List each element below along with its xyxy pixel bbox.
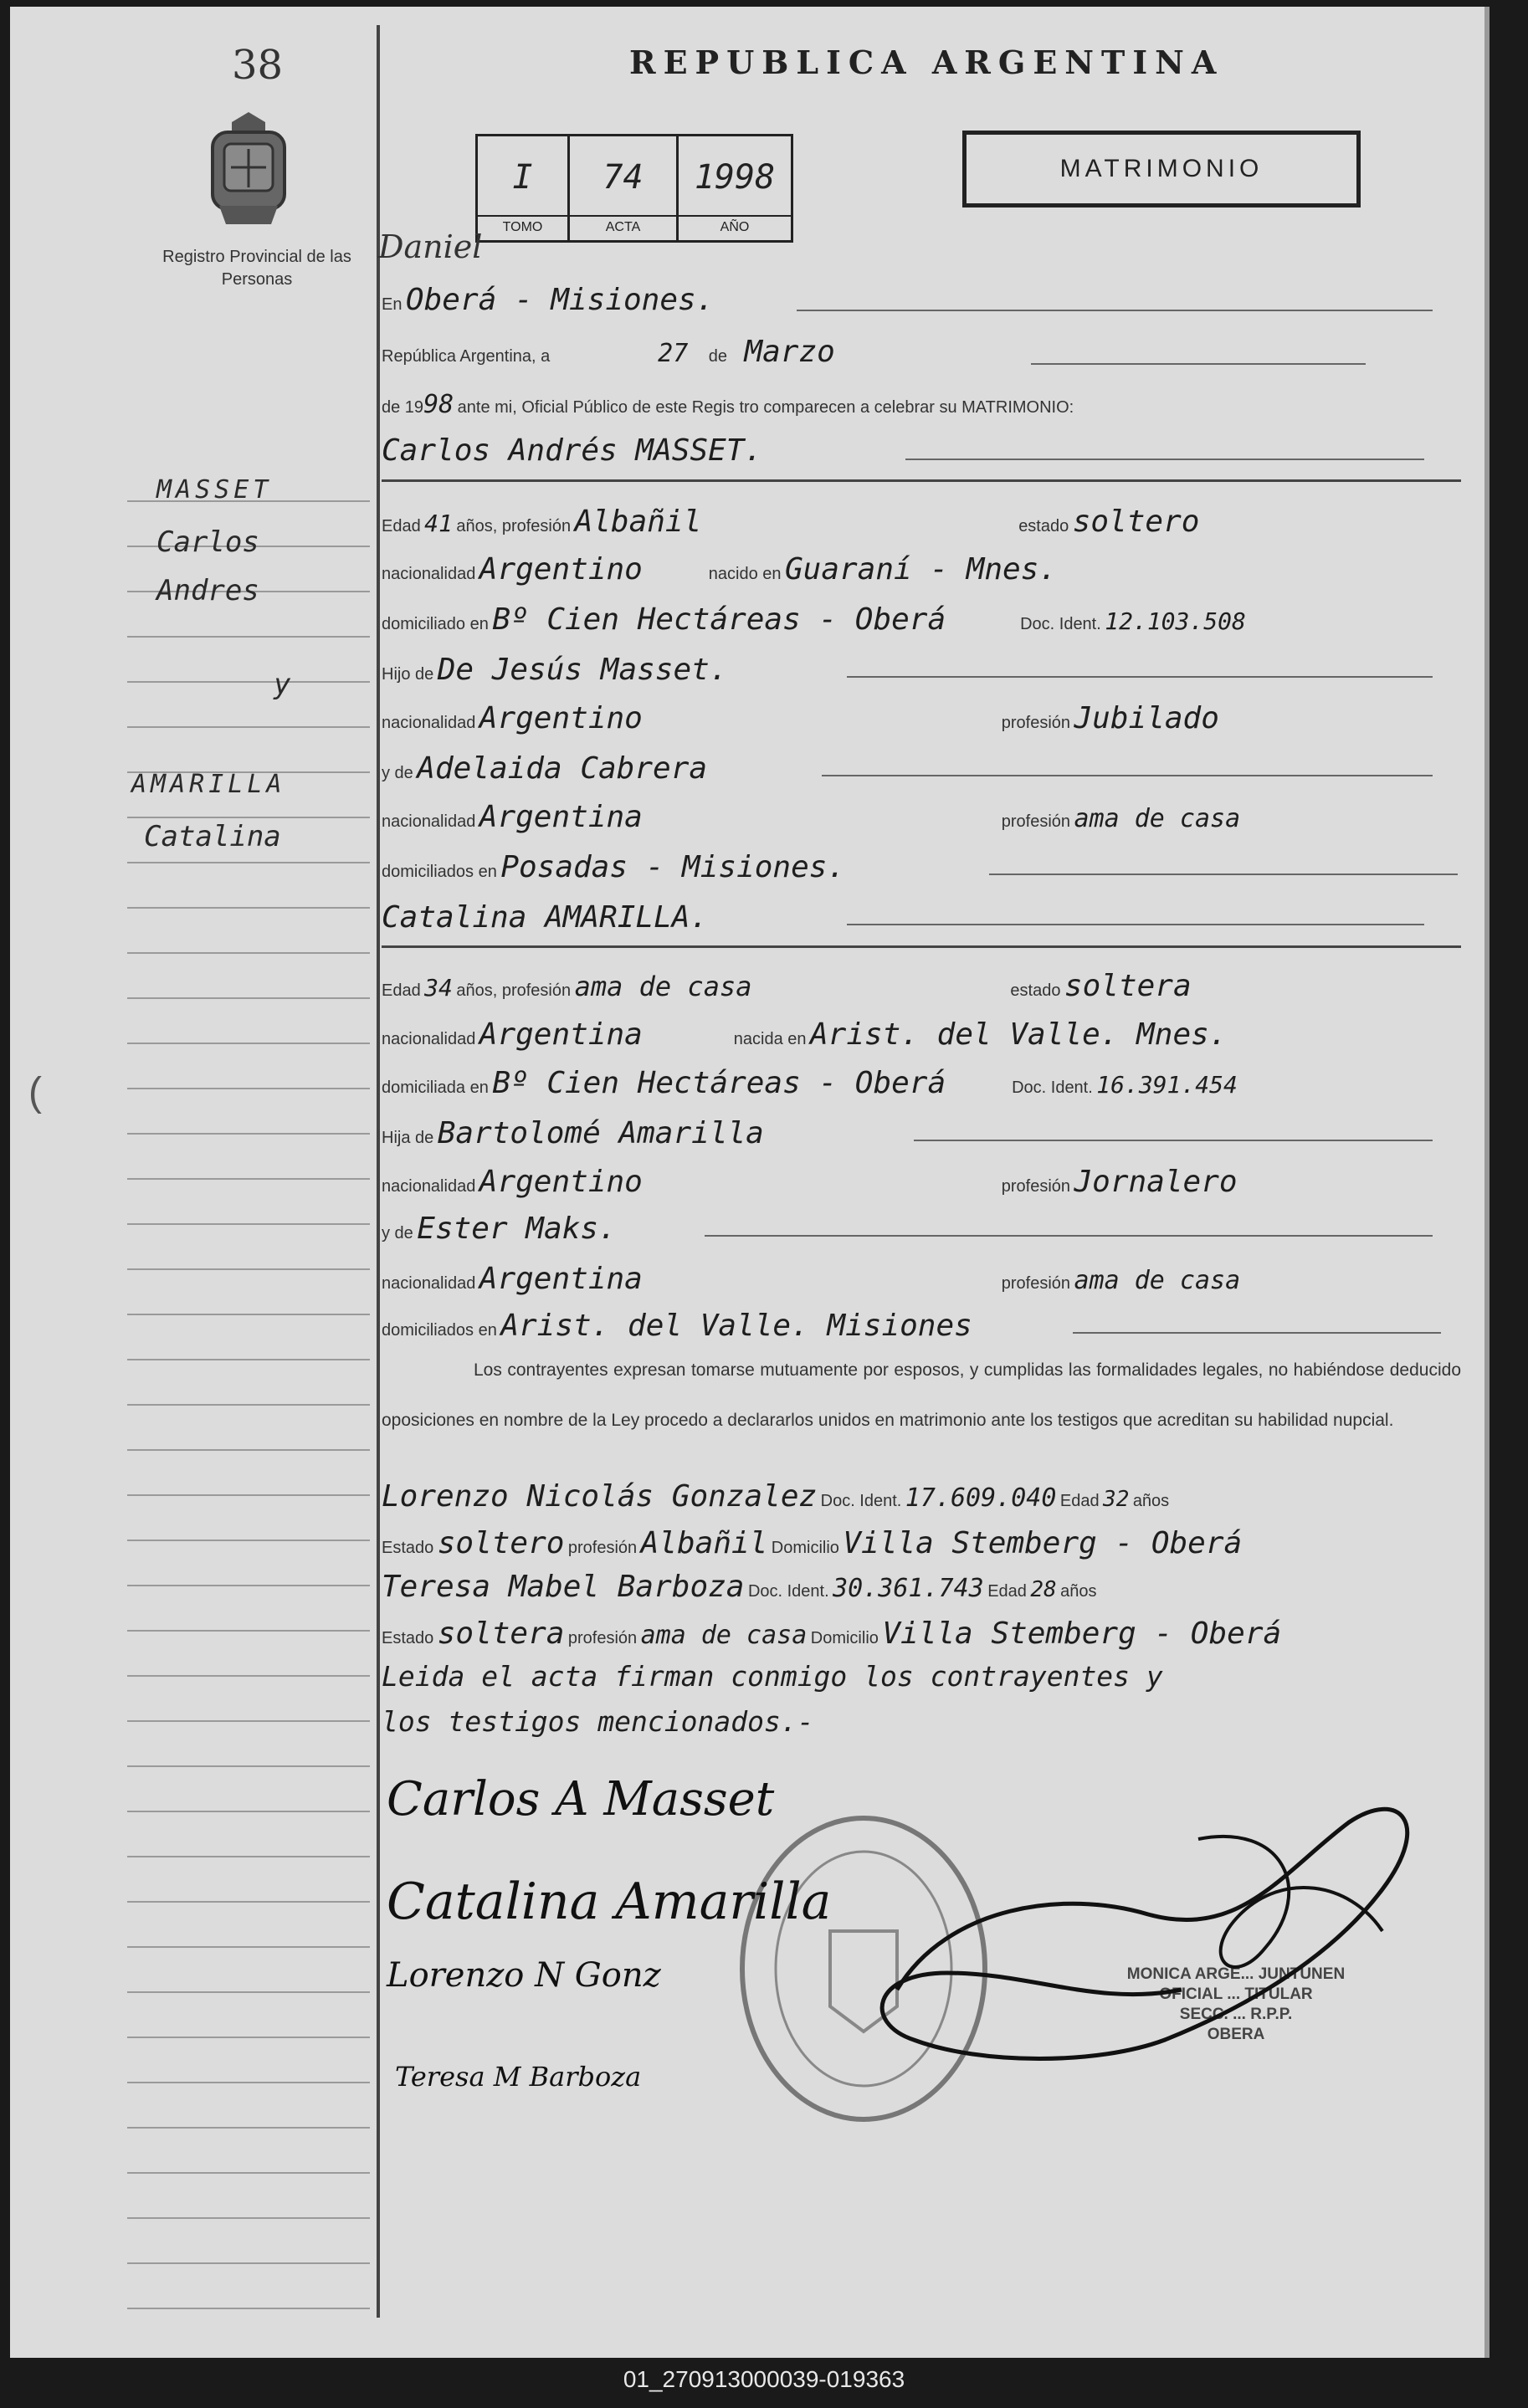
margin-rule-line xyxy=(127,1991,370,1993)
margin-rule-line xyxy=(127,1675,370,1677)
document-type-box: MATRIMONIO xyxy=(962,131,1361,207)
margin-rule-line xyxy=(127,952,370,954)
witness1-age: 32 xyxy=(1103,1487,1130,1512)
groom-parents-address: Posadas - Misiones. xyxy=(500,850,846,884)
fill-line xyxy=(989,874,1458,875)
official-name-stamp: MONICA ARGE... JUNTUNEN OFICIAL ... TITULAR SECC. ... R.P.P. OBERA xyxy=(1126,1965,1346,2043)
bride-address-line: domiciliada en Bº Cien Hectáreas - Oberá Doc. Ident. 16.391.454 xyxy=(382,1066,1238,1100)
groom-name-line xyxy=(382,433,762,468)
groom-address: Bº Cien Hectáreas - Oberá xyxy=(492,602,946,637)
witness2-profession: ama de casa xyxy=(640,1621,808,1650)
bride-profession: ama de casa xyxy=(574,971,752,1002)
groom-mother-nat-line: nacionalidad Argentina profesión ama de casa xyxy=(382,800,1241,834)
registry-name: Registro Provincial de las Personas xyxy=(162,248,351,289)
margin-conjunction: y xyxy=(274,668,291,701)
fill-line xyxy=(914,1140,1433,1141)
bride-mother: Ester Maks. xyxy=(417,1212,617,1246)
bride-father: Bartolomé Amarilla xyxy=(437,1116,764,1150)
bride-father-line: Hija de Bartolomé Amarilla xyxy=(382,1116,764,1150)
margin-rule-line xyxy=(127,1630,370,1632)
witness1-address: Villa Stemberg - Oberá xyxy=(843,1526,1243,1560)
section-separator xyxy=(382,945,1461,948)
margin-rule-line xyxy=(127,1585,370,1586)
margin-rule-line xyxy=(127,907,370,909)
bride-name-line xyxy=(382,900,708,935)
page-number: 38 xyxy=(232,42,284,89)
margin-rule-line xyxy=(127,1811,370,1812)
groom-nationality-line: nacionalidad Argentino nacido en Guaraní - Mnes. xyxy=(382,552,1058,587)
official-signature-scribble xyxy=(847,1789,1449,2090)
witness2-name: Teresa Mabel Barboza xyxy=(382,1570,745,1604)
bride-mother-nat-line: nacionalidad Argentina profesión ama de casa xyxy=(382,1262,1241,1296)
bride-address: Bº Cien Hectáreas - Oberá xyxy=(492,1066,946,1100)
groom-mother-profession: ama de casa xyxy=(1074,804,1241,833)
margin-rule-line xyxy=(127,1268,370,1270)
margin-rule-line xyxy=(127,997,370,999)
bride-estado: soltera xyxy=(1064,969,1192,1003)
bride-parents-address-line: domiciliados en Arist. del Valle. Misiones xyxy=(382,1309,972,1343)
margin-rule-line xyxy=(127,862,370,863)
margin-rule-line xyxy=(127,817,370,818)
margin-column xyxy=(69,7,370,2333)
margin-rule-line xyxy=(127,2308,370,2309)
witness2-estado: soltera xyxy=(437,1616,565,1651)
day-value: 27 xyxy=(658,339,689,368)
fill-line xyxy=(847,924,1424,925)
binding-mark: ( xyxy=(28,1070,42,1114)
margin-rule-line xyxy=(127,2127,370,2129)
witness1-estado: soltero xyxy=(437,1526,565,1560)
date-line: República Argentina, a 27 de Marzo xyxy=(382,335,835,369)
groom-signature: Carlos A Masset xyxy=(387,1772,775,1826)
anio-cell xyxy=(679,136,791,240)
bride-father-nat-line: nacionalidad Argentino profesión Jornalero xyxy=(382,1165,1238,1199)
margin-rule-line xyxy=(127,1178,370,1180)
witness2-address: Villa Stemberg - Oberá xyxy=(882,1616,1282,1651)
declaration-text: Los contrayentes expresan tomarse mutuamente por esposos, y cumplidas las formalidades legales, no habiéndose deducido oposiciones en nombre de la Ley procedo a declararlos unidos en matrimonio ante los testigos que acreditan su habilidad nupcial. xyxy=(382,1360,1461,1430)
margin-rule-line xyxy=(127,1765,370,1767)
image-footer-id: 01_270913000039-019363 xyxy=(623,2366,905,2392)
groom-doc: 12.103.508 xyxy=(1105,607,1246,635)
margin-rule-line xyxy=(127,681,370,683)
margin-bride-surname: AMARILLA xyxy=(131,770,286,799)
margin-divider xyxy=(377,25,380,2318)
bride-doc: 16.391.454 xyxy=(1096,1071,1238,1099)
bride-age-line: Edad 34 años, profesión ama de casa estado soltera xyxy=(382,969,1192,1003)
margin-rule-line xyxy=(127,1314,370,1315)
margin-rule-line xyxy=(127,2037,370,2038)
witness1-name: Lorenzo Nicolás Gonzalez xyxy=(382,1479,818,1514)
register-page xyxy=(10,7,1490,2358)
witness2-signature: Teresa M Barboza xyxy=(395,2061,642,2093)
groom-age-line: Edad 41 años, profesión Albañil estado soltero xyxy=(382,505,1200,539)
fill-line xyxy=(1073,1332,1441,1334)
groom-full-name: Carlos Andrés MASSET. xyxy=(382,433,763,468)
margin-rule-line xyxy=(127,2217,370,2219)
bride-nationality-line: nacionalidad Argentina nacida en Arist. del Valle. Mnes. xyxy=(382,1017,1228,1052)
tomo-acta-anio-box xyxy=(475,134,793,243)
fill-line xyxy=(905,459,1424,460)
margin-rule-line xyxy=(127,1901,370,1903)
anio-label: AÑO xyxy=(679,215,791,235)
acta-cell xyxy=(570,136,679,240)
groom-father-nationality: Argentino xyxy=(479,701,643,735)
witness2-doc: 30.361.743 xyxy=(833,1574,984,1603)
margin-rule-line xyxy=(127,1856,370,1857)
bride-parents-address: Arist. del Valle. Misiones xyxy=(500,1309,972,1343)
bride-signature: Catalina Amarilla xyxy=(387,1873,832,1931)
fill-line xyxy=(1031,363,1366,365)
groom-mother-line: y de Adelaida Cabrera xyxy=(382,751,708,786)
witness1-detail-line: Estado soltero profesión Albañil Domicilio Villa Stemberg - Oberá xyxy=(382,1526,1243,1560)
margin-rule-line xyxy=(127,1449,370,1451)
margin-rule-line xyxy=(127,1223,370,1225)
groom-father-profession: Jubilado xyxy=(1074,701,1219,735)
groom-parents-address-line: domiciliados en Posadas - Misiones. xyxy=(382,850,846,884)
section-separator xyxy=(382,479,1461,482)
witness2-line: Teresa Mabel Barboza Doc. Ident. 30.361.743 Edad 28 años xyxy=(382,1570,1097,1604)
witness1-signature: Lorenzo N Gonz xyxy=(387,1956,661,1995)
witness2-detail-line: Estado soltera profesión ama de casa Domicilio Villa Stemberg - Oberá xyxy=(382,1616,1282,1651)
acta-value: 74 xyxy=(602,158,644,197)
margin-rule-line xyxy=(127,2172,370,2174)
fill-line xyxy=(822,775,1433,776)
groom-profession: Albañil xyxy=(574,505,702,539)
margin-rule-line xyxy=(127,1043,370,1044)
tomo-value: I xyxy=(512,158,533,197)
margin-rule-line xyxy=(127,636,370,638)
bride-nationality: Argentina xyxy=(479,1017,643,1052)
year-value: 98 xyxy=(423,390,454,419)
margin-rule-line xyxy=(127,1404,370,1406)
bride-mother-line: y de Ester Maks. xyxy=(382,1212,617,1246)
margin-groom-given-2: Andres xyxy=(156,574,259,607)
year-line: de 1998 ante mi, Oficial Público de este Regis tro comparecen a celebrar su MATRIMONIO: xyxy=(382,390,1074,419)
bride-full-name: Catalina AMARILLA. xyxy=(382,900,709,935)
place-value: Oberá - Misiones. xyxy=(405,283,715,317)
bride-mother-nationality: Argentina xyxy=(479,1262,643,1296)
margin-bride-given: Catalina xyxy=(144,820,281,853)
margin-rule-line xyxy=(127,1946,370,1948)
bride-father-nationality: Argentino xyxy=(479,1165,643,1199)
bride-age: 34 xyxy=(424,974,453,1002)
fill-line xyxy=(847,676,1433,678)
witness1-line: Lorenzo Nicolás Gonzalez Doc. Ident. 17.609.040 Edad 32 años xyxy=(382,1479,1170,1514)
margin-rule-line xyxy=(127,1133,370,1135)
fill-line xyxy=(705,1235,1433,1237)
groom-father-line: Hijo de De Jesús Masset. xyxy=(382,653,728,687)
margin-rule-line xyxy=(127,2082,370,2083)
witness1-profession: Albañil xyxy=(640,1526,768,1560)
bride-birthplace: Arist. del Valle. Mnes. xyxy=(809,1017,1228,1052)
tomo-label: TOMO xyxy=(478,215,567,235)
groom-birthplace: Guaraní - Mnes. xyxy=(784,552,1058,587)
closing-line-1: Leida el acta firman conmigo los contrayentes y xyxy=(382,1660,1163,1693)
closing-line-2: los testigos mencionados.- xyxy=(382,1705,814,1738)
bride-father-profession: Jornalero xyxy=(1074,1165,1238,1199)
fill-line xyxy=(797,310,1433,311)
country-heading: REPUBLICA ARGENTINA xyxy=(629,44,1224,81)
acta-label: ACTA xyxy=(570,215,676,235)
groom-father: De Jesús Masset. xyxy=(437,653,728,687)
witness2-age: 28 xyxy=(1030,1577,1057,1602)
margin-rule-line xyxy=(127,1088,370,1089)
place-line: En Oberá - Misiones. xyxy=(382,283,715,317)
margin-rule-line xyxy=(127,1359,370,1360)
month-value: Marzo xyxy=(744,335,835,369)
groom-estado: soltero xyxy=(1072,505,1200,539)
margin-rule-line xyxy=(127,726,370,728)
margin-rule-line xyxy=(127,1720,370,1722)
groom-address-line: domiciliado en Bº Cien Hectáreas - Oberá Doc. Ident. 12.103.508 xyxy=(382,602,1246,637)
groom-age: 41 xyxy=(424,510,453,537)
groom-nationality: Argentino xyxy=(479,552,643,587)
groom-mother-nationality: Argentina xyxy=(479,800,643,834)
margin-rule-line xyxy=(127,1540,370,1541)
groom-father-nat-line: nacionalidad Argentino profesión Jubilado xyxy=(382,701,1219,735)
anio-value: 1998 xyxy=(694,158,776,197)
groom-mother: Adelaida Cabrera xyxy=(417,751,708,786)
bride-mother-profession: ama de casa xyxy=(1074,1266,1241,1295)
provincial-seal-icon xyxy=(194,107,303,233)
witness1-doc: 17.609.040 xyxy=(905,1483,1057,1513)
tomo-cell xyxy=(478,136,570,240)
official-initials: Daniel xyxy=(378,228,483,265)
margin-rule-line xyxy=(127,1494,370,1496)
margin-groom-given-1: Carlos xyxy=(156,525,259,559)
margin-groom-surname: MASSET xyxy=(156,475,273,505)
margin-rule-line xyxy=(127,2262,370,2264)
